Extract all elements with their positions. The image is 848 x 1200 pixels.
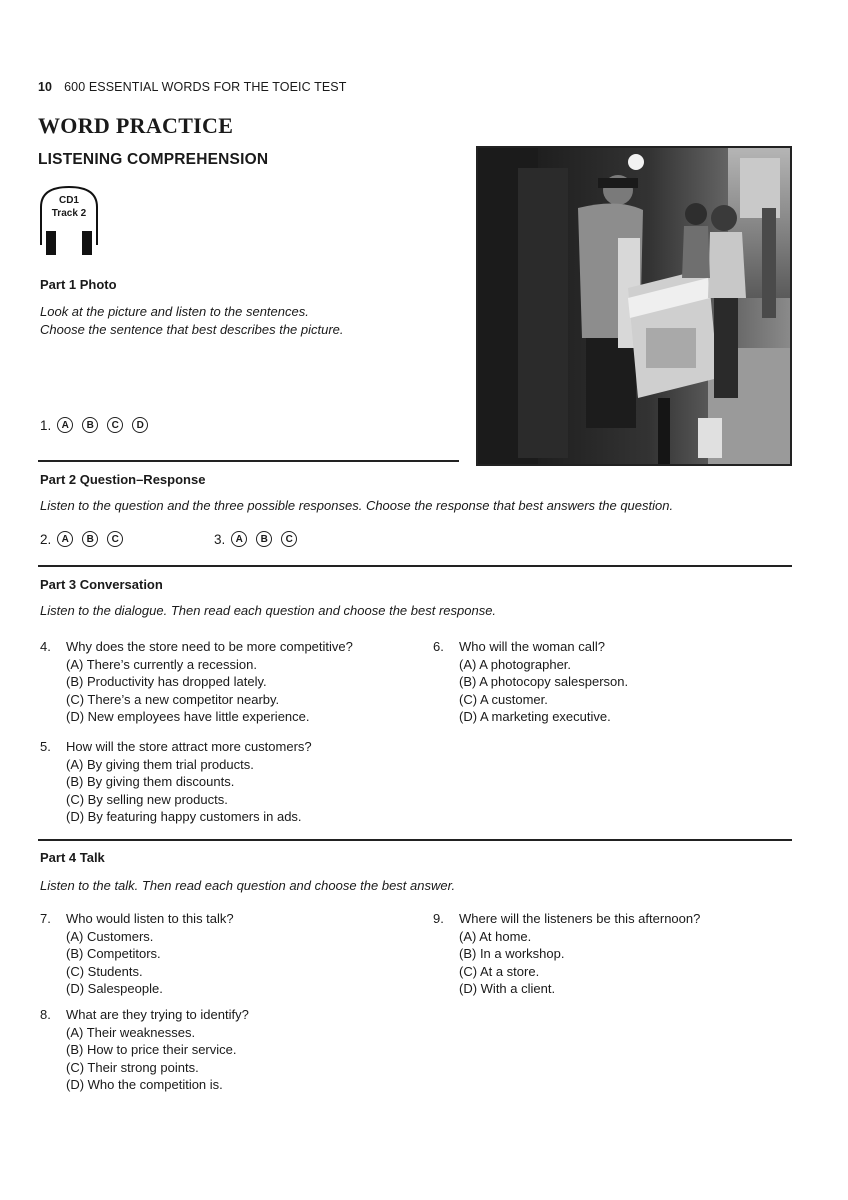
answer-option: (D) Salespeople. — [66, 981, 163, 997]
question-text: Who will the woman call? — [459, 639, 605, 654]
answer-row-2 — [40, 531, 132, 547]
running-head — [38, 80, 346, 94]
question-text: Where will the listeners be this afternoon? — [459, 911, 701, 926]
part4-heading: Part 4 Talk — [40, 850, 105, 865]
cd-label: CD1 — [58, 195, 79, 206]
answer-option: (A) At home. — [459, 928, 532, 944]
question-text: Who would listen to this talk? — [66, 911, 234, 926]
answer-option: (B) Productivity has dropped lately. — [66, 674, 267, 690]
question-text: How will the store attract more customers? — [66, 739, 312, 754]
answer-option: (A) By giving them trial products. — [66, 756, 254, 772]
part3-heading: Part 3 Conversation — [40, 577, 163, 592]
track-label: Track 2 — [51, 208, 87, 219]
answer-bubble-c[interactable]: C — [107, 531, 123, 547]
answer-bubble-b[interactable]: B — [256, 531, 272, 547]
question-number: 3. — [214, 531, 226, 547]
answer-option: (A) Customers. — [66, 928, 154, 944]
answer-option: (B) A photocopy salesperson. — [459, 674, 629, 690]
answer-bubble-c[interactable]: C — [107, 417, 123, 433]
part1-instructions — [40, 303, 344, 338]
question-number: 1. — [40, 417, 52, 433]
answer-option: (A) There’s currently a recession. — [66, 656, 257, 672]
answer-bubble-a[interactable]: A — [57, 531, 73, 547]
answer-option: (B) How to price their service. — [66, 1042, 237, 1058]
answer-option: (C) Students. — [66, 963, 143, 979]
question-number: 8. — [40, 1007, 51, 1022]
divider — [38, 460, 459, 462]
answer-option: (D) With a client. — [459, 981, 556, 997]
answer-option: (C) At a store. — [459, 963, 540, 979]
part3-instructions: Listen to the dialogue. Then read each question and choose the best response. — [40, 603, 497, 618]
question-number: 9. — [433, 911, 444, 926]
answer-option: (B) In a workshop. — [459, 946, 565, 962]
divider — [38, 839, 792, 841]
question-4 — [40, 638, 353, 726]
photo-image — [478, 148, 790, 464]
section-title: LISTENING COMPREHENSION — [38, 151, 269, 168]
question-number: 4. — [40, 639, 51, 654]
answer-option: (C) A customer. — [459, 691, 548, 707]
divider — [38, 565, 792, 567]
question-number: 7. — [40, 911, 51, 926]
answer-bubble-c[interactable]: C — [281, 531, 297, 547]
question-7 — [40, 910, 234, 998]
question-text: What are they trying to identify? — [66, 1007, 249, 1022]
book-title: 600 ESSENTIAL WORDS FOR THE TOEIC TEST — [64, 80, 347, 94]
part1-instruction-line: Choose the sentence that best describes the picture. — [40, 321, 344, 337]
answer-row-3 — [214, 531, 306, 547]
part1-heading: Part 1 Photo — [40, 277, 117, 292]
answer-option: (C) Their strong points. — [66, 1059, 199, 1075]
page-title: WORD PRACTICE — [38, 113, 234, 138]
answer-option: (D) Who the competition is. — [66, 1077, 223, 1093]
answer-option: (D) A marketing executive. — [459, 709, 611, 725]
question-5 — [40, 738, 312, 826]
answer-option: (C) There’s a new competitor nearby. — [66, 691, 280, 707]
answer-bubble-a[interactable]: A — [57, 417, 73, 433]
answer-bubble-b[interactable]: B — [82, 417, 98, 433]
answer-bubble-b[interactable]: B — [82, 531, 98, 547]
answer-bubble-a[interactable]: A — [231, 531, 247, 547]
answer-option: (D) New employees have little experience. — [66, 709, 310, 725]
answer-option: (D) By featuring happy customers in ads. — [66, 809, 302, 825]
question-number: 6. — [433, 639, 444, 654]
cd-track-badge — [37, 185, 101, 257]
part4-instructions: Listen to the talk. Then read each question and choose the best answer. — [40, 878, 456, 893]
part2-instructions: Listen to the question and the three possible responses. Choose the response that best answers the question. — [40, 498, 674, 513]
question-8 — [40, 1006, 249, 1094]
page-number: 10 — [38, 80, 53, 94]
answer-option: (C) By selling new products. — [66, 791, 228, 807]
answer-row-1 — [40, 417, 157, 433]
question-9 — [433, 910, 700, 998]
question-number: 2. — [40, 531, 52, 547]
answer-option: (B) Competitors. — [66, 946, 161, 962]
part1-instruction-line: Look at the picture and listen to the sentences. — [40, 304, 309, 319]
part2-heading: Part 2 Question–Response — [40, 472, 206, 487]
question-text: Why does the store need to be more competitive? — [66, 639, 353, 654]
answer-bubble-d[interactable]: D — [132, 417, 148, 433]
question-number: 5. — [40, 739, 51, 754]
answer-option: (A) A photographer. — [459, 656, 572, 672]
answer-option: (A) Their weaknesses. — [66, 1024, 196, 1040]
answer-option: (B) By giving them discounts. — [66, 774, 235, 790]
question-6 — [433, 638, 628, 726]
street-vendor-photo — [476, 146, 792, 466]
